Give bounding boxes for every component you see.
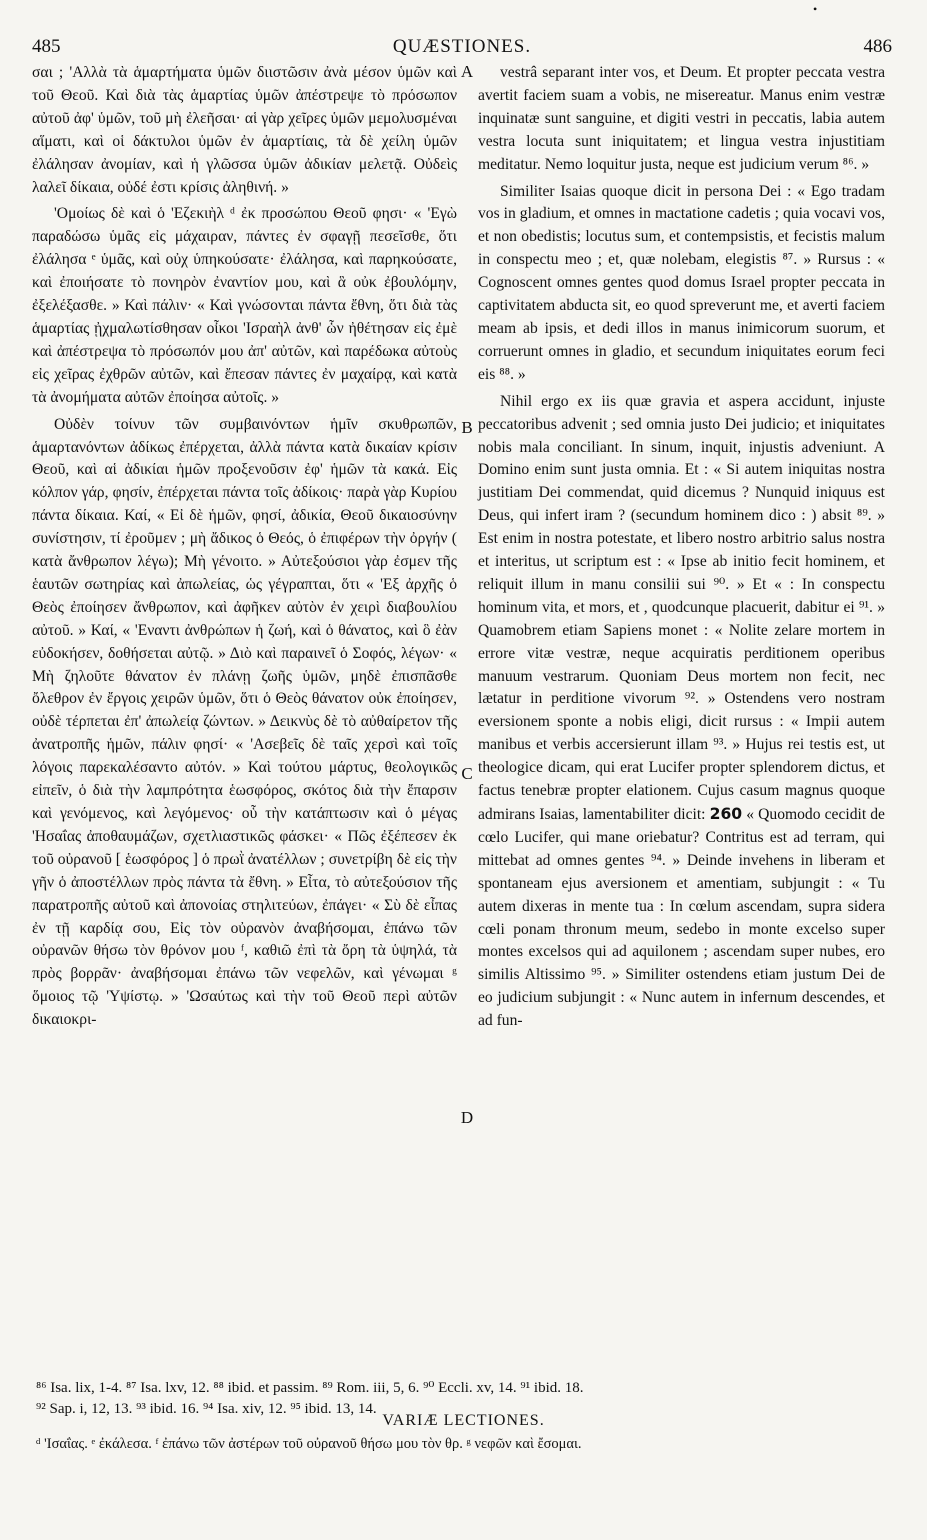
page-speck: • xyxy=(813,2,818,16)
margin-marker-d: D xyxy=(460,1108,474,1127)
greek-paragraph-1: σαι ; 'Αλλὰ τὰ ἁμαρτήματα ὑμῶν διιστῶσιν ἀνὰ μέσον ὑμῶν καὶ τοῦ Θεοῦ. Καὶ διὰ τὰς ἁμαρτίας ὑμῶν ἀπέστρεψε τὸ πρόσωπον αὐτοῦ ἀφ' ὑμῶν, τοῦ μὴ ἐλεῆσαι· αἱ γὰρ χεῖρες ὑμῶν μεμολυσμέναι αἵματι, καὶ οἱ δάκτυλοι ὑμῶν ἐν ἁμαρτίαις, τὰ δὲ χείλη ὑμῶν ἐλάλησαν ἀνομίαν, καὶ ἡ γλῶσσα ὑμῶν ἀδικίαν μελετᾷ. Οὐδεὶς λαλεῖ δίκαια, οὐδέ ἐστι κρίσις ἀληθινή. » xyxy=(32,64,457,196)
running-title: QUÆSTIONES. xyxy=(392,36,532,57)
margin-marker-b: B xyxy=(461,418,473,437)
latin-column xyxy=(478,62,885,1033)
latin-paragraph-3-part-2: « Quomodo cecidit de cœlo Lucifer, qui mane oriebatur? Contritus est ad terram, qui mittebat ad omnes gentes ⁹⁴. » Deinde invehens in liberam et spontaneam ejus aversionem et amentiam, subjungit : « Tu autem dixeras in mente tua : In cœlum ascendam, supra sidera cœli ponam thronum meum, sedebo in monte excelso super montes excelsos qui ad aquilonem ; ascendam super nubes, ero similis Altissimo ⁹⁵. » Similiter ostendens etiam justum Dei de eo judicium subjungit : « Nunc autem in infernum descendes, et ad fun- xyxy=(478,806,885,1030)
latin-paragraph-1: vestrâ separant inter vos, et Deum. Et propter peccata vestra avertit faciem suam a vobis, ne misereatur. Manus enim vestræ inquinatæ sunt sanguine, et digiti vestri in peccatis, labia autem vestra locuta sunt iniquitatem; et lingua vestra injustitiam meditatur. Nemo loquitur justa, neque est judicium verum ⁸⁶. » xyxy=(478,64,885,173)
page-header xyxy=(32,36,892,58)
variae-lectiones-title: VARIÆ LECTIONES. xyxy=(382,1412,545,1429)
greek-column xyxy=(32,62,457,1032)
greek-paragraph-2: 'Ομοίως δὲ καὶ ὁ 'Εζεκιὴλ ᵈ ἐκ προσώπου Θεοῦ φησι· « 'Εγὼ παραδώσω ὑμᾶς εἰς μάχαιραν, πάντες ἐν σφαγῇ πεσεῖσθε, ὅτι ἐλάλησα ᵉ ὑμᾶς, καὶ οὐχ ὑπηκούσατε· ἐλάλησα, καὶ παρηκούσατε, καὶ ἐποιήσατε τὸ πονηρὸν ἐναντίον μου, καὶ ἃ οὐκ ἐβουλόμην, ἐξελέξασθε. » Καὶ πάλιν· « Καὶ γνώσονται πάντα ἔθνη, ὅτι διὰ τὰς ἁμαρτίας ᾐχμαλωτίσθησαν οἶκοι 'Ισραὴλ ἀνθ' ὧν ἠθέτησαν εἰς ἐμὲ καὶ ἀπέστρεψα τὸ πρόσωπόν μου ἀπ' αὐτῶν, καὶ παρέδωκα αὐτοὺς εἰς χεῖρας ἐχθρῶν αὐτῶν, καὶ ἔπεσαν πάντες ἐν μαχαίρᾳ, καὶ κατὰ τὰ ἀνομήματα αὐτῶν ἐποίησα αὐτοῖς. » xyxy=(32,205,457,406)
footnote-line-1: ⁸⁶ Isa. lix, 1-4. ⁸⁷ Isa. lxv, 12. ⁸⁸ ibid. et passim. ⁸⁹ Rom. iii, 5, 6. ⁹⁰ Eccli. xv, 14. ⁹¹ ibid. 18. xyxy=(36,1380,584,1396)
footnote-line-2: ⁹² Sap. i, 12, 13. ⁹³ ibid. 16. ⁹⁴ Isa. xiv, 12. ⁹⁵ ibid. 13, 14. xyxy=(36,1401,377,1417)
page-number-left: 485 xyxy=(32,36,61,57)
margin-marker-a: A xyxy=(460,62,474,81)
variae-lectiones-line: ᵈ 'Ισαΐας. ᵉ ἐκάλεσα. ᶠ ἐπάνω τῶν ἀστέρων τοῦ οὐρανοῦ θήσω μου τὸν θρ. ᵍ νεφῶν καὶ ἔσομαι. xyxy=(36,1436,582,1452)
page-number-right: 486 xyxy=(863,36,892,57)
greek-paragraph-3: Οὐδὲν τοίνυν τῶν συμβαινόντων ἡμῖν σκυθρωπῶν, ἁμαρτανόντων ἀδίκως ἐπέρχεται, ἀλλὰ πάντα κατὰ δικαίαν κρίσιν Θεοῦ, καὶ αἱ ἀδικίαι ἡμῶν προξενοῦσιν ἐφ' ἡμῶν τὰ κακά. Εἰς κόλπον γάρ, φησίν, ἐπέρχεται πάντα τοῖς ἀδίκοις· παρὰ γὰρ Κυρίου πάντα δίκαια. Καί, « Εἰ δὲ ἡμῶν, φησί, ἀδικία, Θεοῦ δικαιοσύνην συνίστησιν, τί ἐροῦμεν ; μὴ ἄδικος ὁ Θεός, ὁ ἐπιφέρων τὴν ὀργήν ( κατὰ ἄνθρωπον λέγω); Μὴ γένοιτο. » Αὐτεξούσιοι γὰρ ἐσμεν τῆς ἑαυτῶν σωτηρίας καὶ ἀπωλείας, ὡς γέγραπται, ὅτι « 'Εξ ἀρχῆς ὁ Θεὸς ἐποίησεν ἄνθρωπον, καὶ ἀφῆκεν αὐτὸν ἐν χειρὶ διαβουλίου αὐτοῦ. » Καί, « 'Εναντι ἀνθρώπων ἡ ζωή, καὶ ὁ θάνατος, καὶ ὃ ἐὰν εὐδοκήσεν, δοθήσεται αὐτῷ. » Διὸ καὶ παραινεῖ ὁ Σοφός, λέγων· « Μὴ ζηλοῦτε θάνατον ἐν πλάνῃ ζωῆς ὑμῶν, μηδὲ ἐπισπᾶσθε ὄλεθρον ἐν ἔργοις χειρῶν ὑμῶν, ὅτι ὁ Θεὸς θάνατον οὐκ ἐποίησεν, οὐδὲ τέρπεται ἐπ' ἀπωλείᾳ ζώντων. » Δεικνὺς δὲ τὸ αὐθαίρετον τῆς ἀνατροπῆς ἡμῶν, πάλιν φησί· « 'Ασεβεῖς δὲ ταῖς χερσὶ καὶ τοῖς λόγοις παρεκαλέσαντο αὐτόν. » Καὶ τούτου μάρτυς, θεολογικῶς εἰπεῖν, ὁ διὰ τὴν λαμπρότητα ἑωσφόρος, σκότος διὰ τὴν ἔπαρσιν καὶ γενόμενος, καὶ λεγόμενος· οὗ τὴν κατάπτωσιν καὶ ὁ μέγας 'Ησαΐας ἀποθαυμάζων, σχετλιαστικῶς φάσκει· « Πῶς ἐξέπεσεν ἐκ τοῦ οὐρανοῦ [ ἑωσφόρος ] ὁ πρωῒ ἀνατέλλων ; συνετρίβη δὲ εἰς τὴν γῆν ὁ ἀποστέλλων πρὸς πάντα τὰ ἔθνη. » Εἶτα, τὸ αὐτεξούσιον τῆς παρατροπῆς αὐτοῦ καὶ ἀπονοίας στηλιτεύων, ἐπάγει· « Σὺ δὲ εἶπας ἐν τῇ καρδίᾳ σου, Εἰς τὸν οὐρανὸν ἀναβήσομαι, ἐπάνω τῶν οὐρανῶν θήσω τὸν θρόνον μου ᶠ, καθιῶ ἐπὶ τὰ ὄρη τὰ ὑψηλά, τὰ πρὸς βορρᾶν· ἀναβήσομαι ἐπάνω τῶν νεφελῶν, καὶ γένωμαι ᵍ ὅμοιος τῷ 'Υψίστῳ. » 'Ωσαύτως καὶ τὴν τοῦ Θεοῦ περὶ αὐτῶν δικαιοκρι- xyxy=(32,415,457,1029)
latin-paragraph-2: Similiter Isaias quoque dicit in persona Dei : « Ego tradam vos in gladium, et omnes in mactatione cadetis ; quia vocavi vos, et non obedistis; locutus sum, et contempsistis, et fecistis malum in conspectu meo ; et, quæ nolebam, elegistis ⁸⁷. » Rursus : « Cognoscent omnes gentes quod domus Israel propter peccata in captivitatem abducta sit, eo quod spreverunt me, et averti faciem meam ab ipsis, et dedi illos in manus inimicorum suorum, et corruerunt omnes in gladio, et secundum iniquitates eorum feci eis ⁸⁸. » xyxy=(478,182,885,383)
margin-marker-c: C xyxy=(461,764,473,783)
column-number: 260 xyxy=(709,805,743,823)
latin-paragraph-3 xyxy=(478,391,885,1033)
latin-paragraph-3-part-1: Nihil ergo ex iis quæ gravia et aspera accidunt, injuste peccatoribus advenit ; sed omnia justo Dei judicio; et iniquitates nobis mala conciliant. In sinum, inquit, injustis adveniunt. A Domino enim sunt justa omnia. Et : « Si autem iniquitas nostra justitiam Dei commendat, quid dicemus ? Nunquid iniquus est Deus, qui infert iram ? (secundum hominem dico : ) absit ⁸⁹. » Est enim in nostra potestate, et libero nostro arbitrio salus nostra et interitus, ut scriptum est : « Ipse ab initio fecit hominem, et reliquit illum in manu consilii sui ⁹⁰. » Et « : In conspectu hominum vita, et mors, et , quodcunque placuerit, dabitur ei ⁹¹. » Quamobrem etiam Sapiens monet : « Nolite zelare mortem in errore vitæ vestræ, neque acquiratis perditionem operibus manuum vestrarum. Quoniam Deus mortem non fecit, nec lætatur in perditione vivorum ⁹². » Ostendens vero nostram eversionem sponte a nobis eligi, dicit rursus : « Impii autem manibus et verbis accersierunt illam ⁹³. » Hujus rei testis est, ut theologice dicam, qui erat Lucifer propter splendorem dictus, et factus tenebræ propter elationem. Cujus casum magnus quoque admirans Isaias, lamentabiliter dicit: xyxy=(478,392,885,823)
